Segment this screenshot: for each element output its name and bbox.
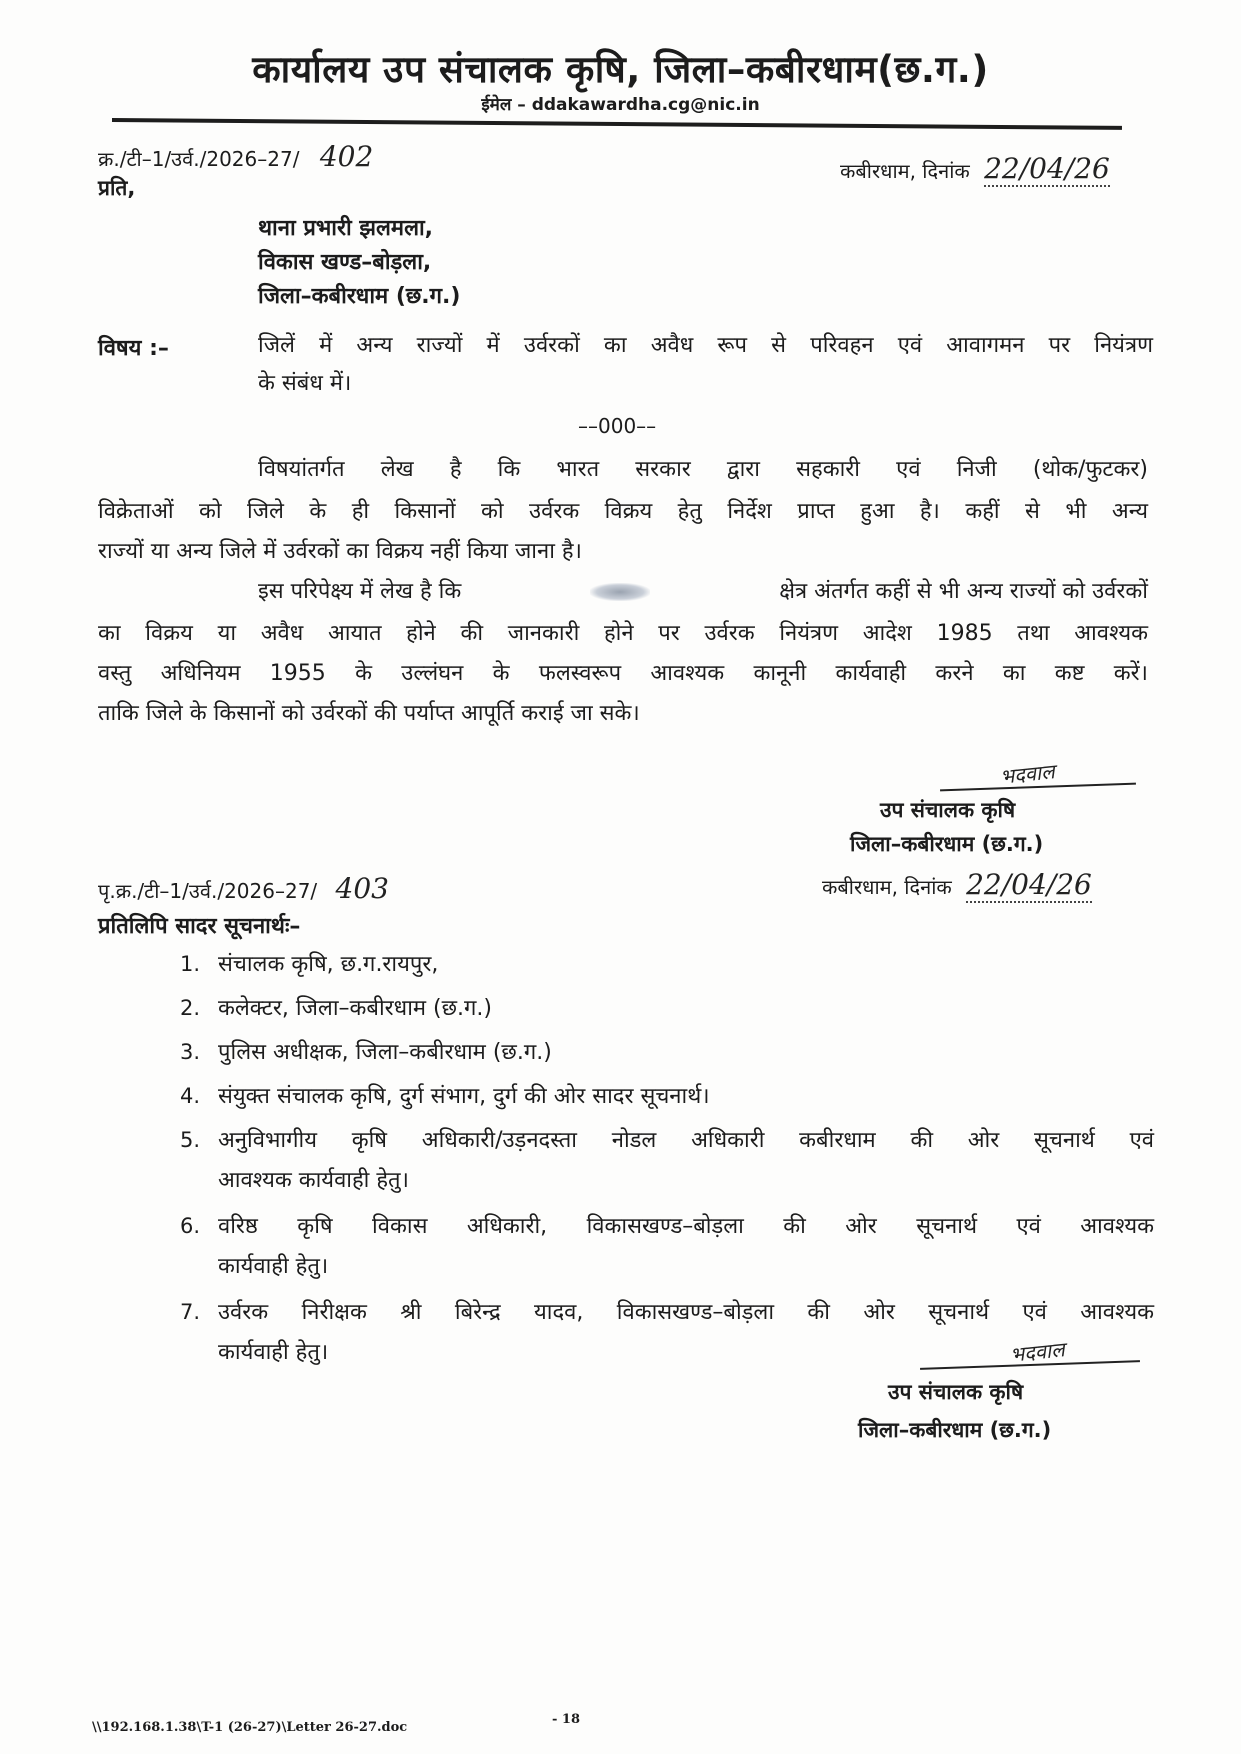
copy-item-text-continued: कार्यवाही हेतु। [218, 1340, 329, 1365]
footer-page-number: - 18 [552, 1712, 581, 1727]
signatory-1-district: जिला–कबीरधाम (छ.ग.) [850, 832, 1044, 856]
endorsement-date-line [822, 868, 1092, 901]
para2-line-1 [258, 574, 1148, 610]
copy-heading: प्रतिलिपि सादर सूचनार्थः– [98, 914, 301, 939]
subject-line-2: के संबंध में। [258, 371, 352, 396]
letter-ref-printed: क्र./टी–1/उर्व./2026–27/ [98, 147, 300, 171]
separator: ––000–– [578, 414, 657, 438]
copy-item-text: संयुक्त संचालक कृषि, दुर्ग संभाग, दुर्ग की ओर सादर सूचनार्थ। [218, 1084, 710, 1109]
letter-date-line [840, 152, 1110, 185]
letter-ref [98, 140, 373, 173]
footer-file-path: \\192.168.1.38\T-1 (26-27)\Letter 26-27.doc [92, 1720, 408, 1735]
place-date-label: कबीरधाम, दिनांक [840, 159, 970, 183]
addressee-line-3: जिला–कबीरधाम (छ.ग.) [258, 284, 461, 309]
para1-line-3: राज्यों या अन्य जिले में उर्वरकों का विक्रय नहीं किया जाना है। [98, 539, 582, 564]
para2-line-1-end: क्षेत्र अंतर्गत कहीं से भी अन्य राज्यों को उर्वरकों [779, 579, 1148, 604]
endorsement-date: 22/04/26 [966, 868, 1092, 901]
signatory-2-district: जिला–कबीरधाम (छ.ग.) [858, 1418, 1052, 1442]
signature-1: भदवाल [998, 759, 1056, 789]
copy-item-text-continued: कार्यवाही हेतु। [218, 1254, 329, 1279]
subject-line-1: जिलें में अन्य राज्यों में उर्वरकों का अवैध रूप से परिवहन एवं आवागमन पर नियंत्रण [258, 333, 1153, 358]
para1-line-2: विक्रेताओं को जिले के ही किसानों को उर्वरक विक्रय हेतु निर्देश प्राप्त हुआ है। कहीं से भी अन्य [98, 499, 1148, 524]
office-title: कार्यालय उप संचालक कृषि, जिला–कबीरधाम(छ.ग.) [252, 48, 989, 91]
prati-label: प्रति, [98, 176, 136, 200]
header-divider [112, 118, 1122, 130]
copy-item-text-continued: आवश्यक कार्यवाही हेतु। [218, 1168, 409, 1193]
para2-line-3: वस्तु अधिनियम 1955 के उल्लंघन के फलस्वरूप आवश्यक कानूनी कार्यवाही करने का कष्ट करें। [98, 661, 1148, 686]
copy-item-number: 5. [180, 1128, 201, 1152]
endorsement-ref-number: 403 [335, 872, 389, 905]
letter-ref-number: 402 [319, 140, 374, 173]
copy-item-number: 6. [180, 1214, 201, 1238]
copy-item-text: कलेक्टर, जिला–कबीरधाम (छ.ग.) [218, 996, 493, 1021]
copy-item-text: संचालक कृषि, छ.ग.रायपुर, [218, 952, 439, 977]
signatory-2-title: उप संचालक कृषि [888, 1380, 1024, 1404]
redacted-mark [590, 583, 650, 601]
para1-line-1: विषयांतर्गत लेख है कि भारत सरकार द्वारा सहकारी एवं निजी (थोक/फुटकर) [258, 457, 1148, 482]
copy-item-number: 4. [180, 1084, 201, 1108]
endorsement-place-date-label: कबीरधाम, दिनांक [822, 875, 952, 899]
copy-item-number: 1. [180, 952, 201, 976]
para2-line-4: ताकि जिले के किसानों को उर्वरकों की पर्याप्त आपूर्ति कराई जा सके। [98, 701, 640, 726]
letter-date: 22/04/26 [984, 152, 1110, 185]
copy-item-number: 7. [180, 1300, 201, 1324]
signature-2: भदवाल [1008, 1337, 1066, 1367]
para2-line-2: का विक्रय या अवैध आयात होने की जानकारी होने पर उर्वरक नियंत्रण आदेश 1985 तथा आवश्यक [98, 621, 1148, 646]
copy-item-text: अनुविभागीय कृषि अधिकारी/उड़नदस्ता नोडल अधिकारी कबीरधाम की ओर सूचनार्थ एवं [218, 1128, 1154, 1153]
signatory-1-title: उप संचालक कृषि [880, 798, 1016, 822]
copy-item-text: वरिष्ठ कृषि विकास अधिकारी, विकासखण्ड–बोड़ला की ओर सूचनार्थ एवं आवश्यक [218, 1214, 1154, 1239]
copy-item-number: 2. [180, 996, 201, 1020]
copy-item-number: 3. [180, 1040, 201, 1064]
copy-item-text: पुलिस अधीक्षक, जिला–कबीरधाम (छ.ग.) [218, 1040, 552, 1065]
addressee-line-1: थाना प्रभारी झलमला, [258, 216, 434, 241]
endorsement-ref-printed: पृ.क्र./टी–1/उर्व./2026–27/ [98, 879, 318, 903]
subject-label: विषय :– [98, 336, 169, 361]
endorsement-ref [98, 872, 389, 905]
para2-line-1-start: इस परिपेक्ष्य में लेख है कि [258, 579, 462, 604]
email-line: ईमेल – ddakawardha.cg@nic.in [481, 95, 760, 115]
copy-item-text: उर्वरक निरीक्षक श्री बिरेन्द्र यादव, विकासखण्ड–बोड़ला की ओर सूचनार्थ एवं आवश्यक [218, 1300, 1154, 1325]
addressee-line-2: विकास खण्ड–बोड़ला, [258, 250, 432, 275]
